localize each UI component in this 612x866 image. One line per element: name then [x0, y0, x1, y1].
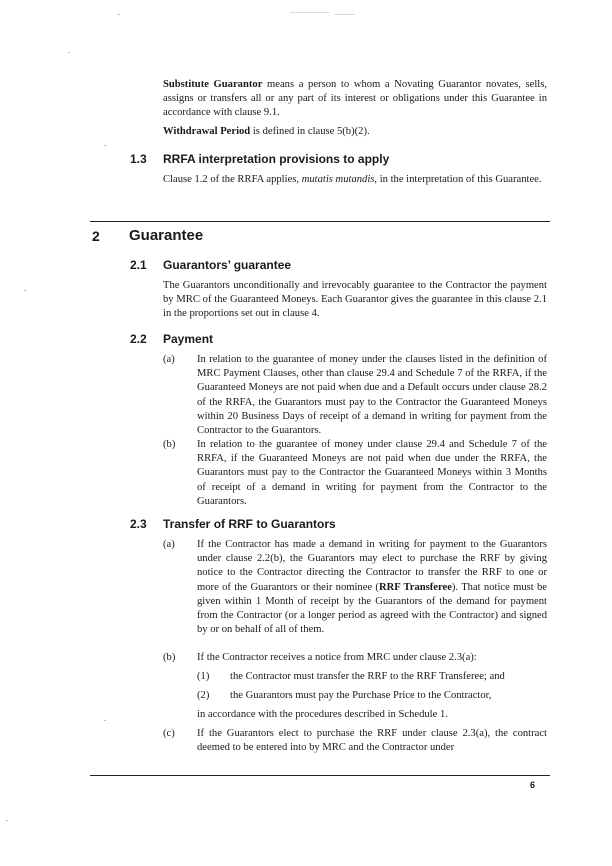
definition-substitute-guarantor: [163, 78, 547, 121]
section-number: 2.2: [130, 332, 147, 346]
clause-label: (c): [163, 728, 175, 739]
footer-rule: [90, 775, 550, 776]
scan-speck: [118, 14, 120, 15]
section-heading: Payment: [163, 332, 214, 346]
clause-label: (b): [163, 439, 176, 450]
section-heading: RRFA interpretation provisions to apply: [163, 152, 390, 166]
page-number: 6: [530, 780, 536, 790]
text-run: , in the interpretation of this Guarantee.: [374, 174, 542, 185]
text-run: If the Contractor has made a demand in writing for payment to the Guarantors under clause 2.2(b), the Guarantors may elect to purchase the RRF by giving notice to the Contractor directing the Contractor to transfer the RRF to one or more of the Guarantors or their nominee (: [197, 539, 547, 593]
chapter-heading: Guarantee: [129, 227, 204, 244]
definition-term: Substitute Guarantor: [163, 79, 263, 90]
clause-label: (b): [163, 652, 176, 663]
scan-speck: [68, 52, 70, 53]
text-run: Clause 1.2 of the RRFA applies,: [163, 174, 302, 185]
scan-speck: [6, 820, 8, 821]
scan-speck: [24, 290, 26, 291]
definition-withdrawal-period: [163, 125, 547, 139]
chapter-number: 2: [92, 228, 100, 244]
clause-text: If the Contractor receives a notice from MRC under clause 2.3(a):: [197, 652, 477, 663]
subclause-label: (1): [197, 671, 210, 682]
clause-text: In relation to the guarantee of money under clause 29.4 and Schedule 7 of the RRFA, if the Guaranteed Moneys are not paid when due under the RRFA, the Guarantors must pay to the Contractor the Guaranteed Moneys within 3 Months of receipt of a demand in writing for payment from the Contractor to the Guarantors.: [197, 439, 547, 507]
definition-text: means a person to whom a Novating Guarantor novates, sells, assigns or transfers all or any part of its interest or obligations under this Guarantee in accordance with clause 9.1.: [163, 79, 547, 119]
italic-term: mutatis mutandis: [301, 174, 375, 185]
section-heading: Guarantors’ guarantee: [163, 258, 292, 272]
text-run: ). That notice must be given within 1 Month of receipt by the Guarantors of the demand for payment from the Contractor (or a longer period as agreed with the Contractor) and signed by or on behalf of all of them.: [197, 581, 547, 636]
section-number: 2.3: [130, 517, 147, 531]
clause-label: (a): [163, 354, 175, 365]
clause-tail-text: in accordance with the procedures described in Schedule 1.: [197, 709, 448, 720]
subclause-text: the Guarantors must pay the Purchase Price to the Contractor,: [230, 690, 492, 701]
subclause-text: the Contractor must transfer the RRF to the RRF Transferee; and: [230, 671, 505, 682]
section-number: 2.1: [130, 258, 147, 272]
definition-term: Withdrawal Period: [163, 126, 251, 137]
clause-text: [197, 538, 547, 637]
section-number: 1.3: [130, 152, 147, 166]
defined-term: RRF Transferee: [378, 581, 452, 593]
section-divider: [90, 221, 550, 222]
section-text: The Guarantors unconditionally and irrevocably guarantee to the Contractor the payment by MRC of the Guaranteed Moneys. Each Guarantor gives the guarantee in this clause 2.1 in the proportions set out in clause 4.: [163, 280, 547, 320]
section-heading: Transfer of RRF to Guarantors: [163, 517, 336, 531]
scan-speck: [335, 14, 355, 15]
clause-text: If the Guarantors elect to purchase the RRF under clause 2.3(a), the contract deemed to be entered into by MRC and the Contractor under: [197, 728, 547, 754]
section-text: [163, 173, 547, 187]
scan-speck: [104, 720, 106, 721]
scan-speck: [290, 12, 330, 13]
clause-label: (a): [163, 539, 175, 550]
clause-text: In relation to the guarantee of money under the clauses listed in the definition of MRC Payment Clauses, other than clause 29.4 and Schedule 7 of the RRFA, if the Guaranteed Moneys are not paid when due and a Default occurs under clause 28.2 of the RRFA, the Guarantors must pay to the Contractor the Guaranteed Moneys within 20 Business Days of receipt of a demand in writing for payment from the Contractor to the Guarantors.: [197, 354, 547, 437]
subclause-label: (2): [197, 690, 210, 701]
definition-text: is defined in clause 5(b)(2).: [250, 126, 370, 137]
scan-speck: [104, 145, 106, 146]
